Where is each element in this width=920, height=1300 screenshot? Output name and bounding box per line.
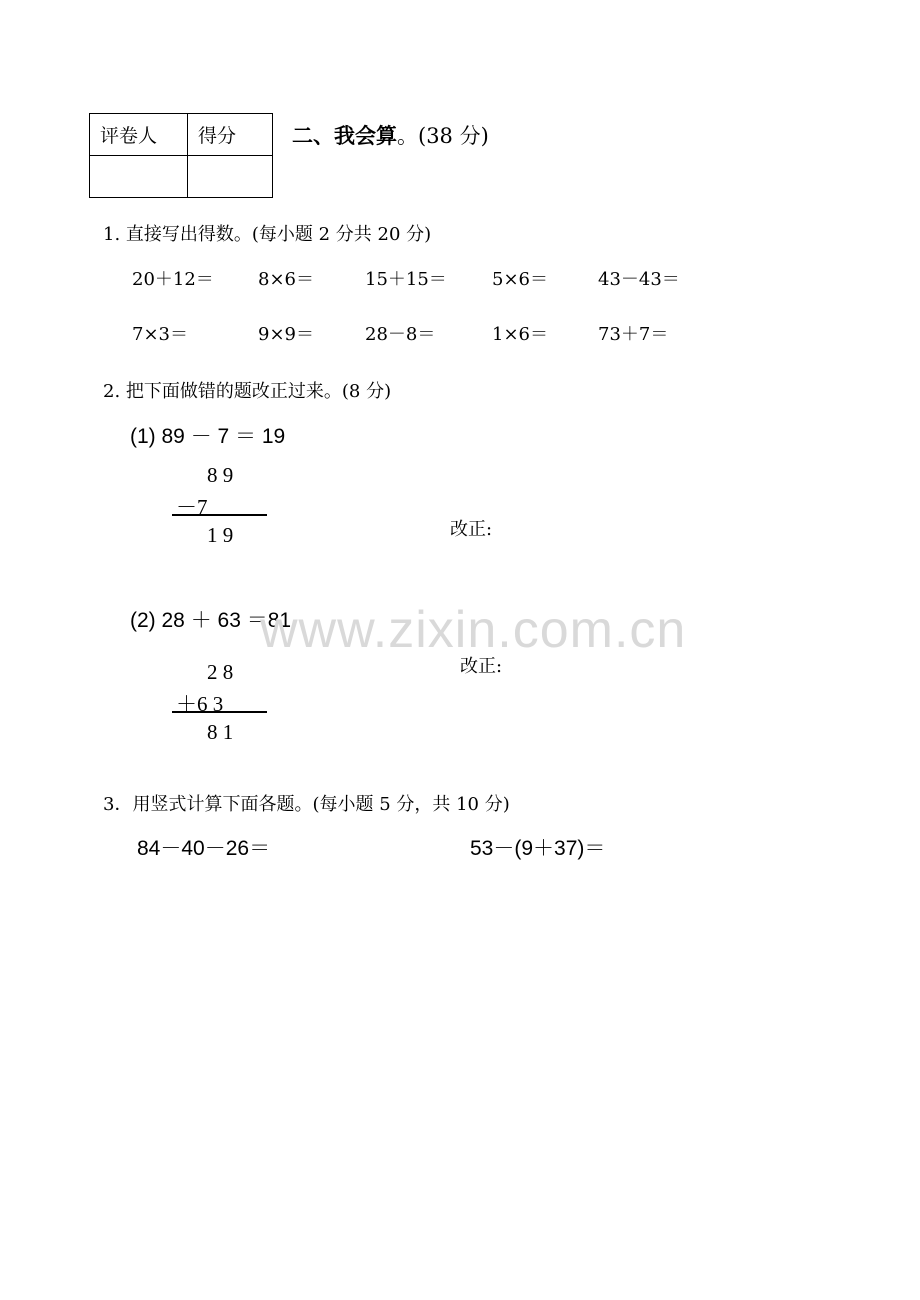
q2-p1-line	[172, 514, 267, 516]
q1-eq: 8×6＝	[258, 269, 314, 290]
q3-expression-1: 84－40－26＝	[137, 837, 271, 860]
section-title	[292, 120, 489, 150]
q1-title: 1. 直接写出得数。(每小题 2 分共 20 分)	[103, 224, 432, 245]
q1-eq: 1×6＝	[492, 324, 548, 345]
q1-eq: 73＋7＝	[598, 324, 669, 345]
q2-p2-fix-label: 改正:	[460, 656, 503, 677]
q2-p2-line	[172, 711, 267, 713]
score-cell[interactable]	[188, 156, 273, 198]
watermark: www.zixin.com.cn	[260, 601, 687, 659]
score-header: 得分	[188, 114, 273, 156]
q1-eq: 43－43＝	[598, 269, 680, 290]
section-suffix: 。(38 分)	[397, 124, 489, 148]
q1-eq: 15＋15＝	[365, 269, 447, 290]
q1-eq: 9×9＝	[258, 324, 314, 345]
q2-p2-op: ＋6 3	[176, 692, 224, 716]
section-number: 二、	[292, 124, 334, 148]
q2-p2-top: 2 8	[207, 660, 234, 684]
grader-cell[interactable]	[90, 156, 188, 198]
q2-p1-op: －7	[176, 495, 208, 519]
q2-p1-equation: (1) 89 － 7 ＝ 19	[130, 425, 286, 448]
q2-p1-fix-label: 改正:	[450, 519, 493, 540]
q3-expression-2: 53－(9＋37)＝	[470, 837, 606, 860]
q2-p2-result: 8 1	[207, 720, 234, 744]
q1-eq: 28－8＝	[365, 324, 436, 345]
q1-eq: 7×3＝	[132, 324, 188, 345]
q2-p1-result: 1 9	[207, 523, 234, 547]
q2-title: 2. 把下面做错的题改正过来。(8 分)	[103, 381, 392, 402]
q2-p2-equation: (2) 28 ＋ 63 ＝81	[130, 609, 292, 632]
section-heading: 我会算	[334, 124, 397, 148]
q2-p1-top: 8 9	[207, 463, 234, 487]
q3-title: 3．用竖式计算下面各题。(每小题 5 分，共 10 分)	[103, 794, 510, 815]
grader-header: 评卷人	[90, 114, 188, 156]
q1-eq: 20＋12＝	[132, 269, 214, 290]
score-table	[89, 113, 273, 198]
q1-eq: 5×6＝	[492, 269, 548, 290]
